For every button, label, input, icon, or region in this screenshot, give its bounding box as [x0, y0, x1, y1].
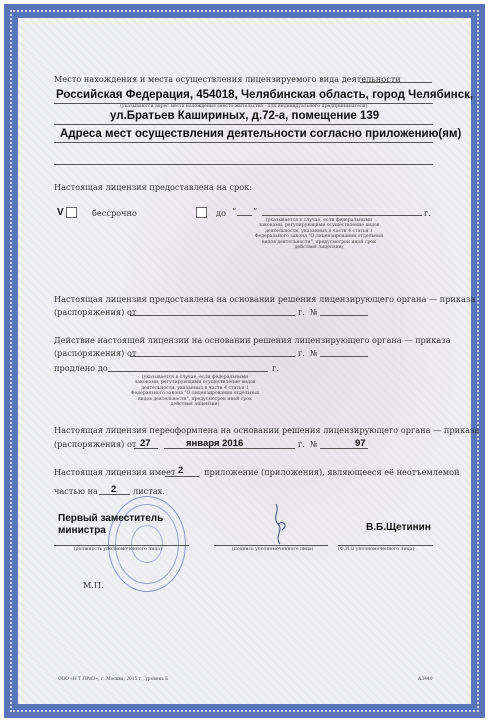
- extended-until-year-suffix: г.: [272, 363, 279, 373]
- appendix-sheets-line: [99, 494, 130, 495]
- term-check-mark: V: [57, 207, 64, 218]
- reissued-year-suffix: г.: [298, 439, 305, 449]
- extended-text: Действие настоящей лицензии на основании решения лицензирующего органа — приказа: [54, 335, 451, 345]
- address-line-1: Российская Федерация, 454018, Челябинская область, город Челябинск,: [56, 89, 474, 101]
- reissued-date-line: [164, 448, 295, 449]
- term-hint: (указывается в случае, если федеральными законами, регулирующими осуществление видов деятельности, указанных в части 4 статьи 1 Федерального закона "О лицензировании отдельных видов деятельности", предусмотрен иной срок действия лицензии): [254, 218, 384, 251]
- extended-prefix: (распоряжения) от: [54, 348, 137, 358]
- term-until-checkbox[interactable]: [196, 207, 207, 218]
- reissued-number-line: [320, 448, 368, 449]
- reissued-number: 97: [355, 438, 366, 449]
- reissued-text: Настоящая лицензия переоформлена на основании решения лицензирующего органа — приказа: [54, 425, 480, 435]
- stamp-place: М.П.: [83, 580, 104, 590]
- printer-info: ООО «Н Т ПРиЭ», г. Москва, 2015 г., уровень Б: [58, 677, 169, 682]
- reissued-day: 27: [140, 438, 151, 449]
- appendix-text-end: приложение (приложения), являющееся её неотъемлемой: [204, 467, 460, 477]
- reissued-month-year: января 2016: [186, 438, 244, 449]
- address-line-2-rule: [54, 124, 433, 125]
- address-blank-rule: [54, 164, 433, 165]
- position-line: [54, 545, 189, 546]
- basis-year-suffix: г.: [298, 307, 305, 317]
- signer-position-line-2: министра: [58, 525, 106, 536]
- location-label: Место нахождения и места осуществления лицензируемого вида деятельности: [54, 74, 401, 84]
- address-hint: (указываются адрес места нахождения (место жительства - для индивидуального предпринимателя): [120, 104, 368, 109]
- signer-position-line-1: Первый заместитель: [58, 513, 164, 524]
- signer-name: В.Б.Щетинин: [366, 522, 431, 533]
- extended-number-sign: №: [310, 348, 318, 358]
- extended-year-suffix: г.: [298, 348, 305, 358]
- appendix-part-prefix: частью на: [54, 486, 98, 496]
- term-quote-open: “: [232, 206, 237, 216]
- term-date-line: [262, 215, 422, 216]
- extended-number-line: [320, 356, 368, 357]
- address-line-3-rule: [54, 142, 433, 143]
- hint-position: (должность уполномоченного лица): [74, 547, 162, 552]
- sign-line: [214, 545, 328, 546]
- term-day-line: [237, 215, 252, 216]
- appendix-sheets: 2: [111, 484, 117, 495]
- term-indefinite-checkbox[interactable]: [66, 207, 77, 218]
- basis-text: Настоящая лицензия предоставлена на основании решения лицензирующего органа — приказа: [54, 294, 476, 304]
- name-line: [338, 545, 433, 546]
- reissued-number-sign: №: [310, 439, 318, 449]
- hint-sign: (подпись уполномоченного лица): [232, 547, 314, 552]
- appendix-text-start: Настоящая лицензия имеет: [54, 467, 176, 477]
- address-line-3: Адреса мест осуществления деятельности согласно приложению(ям): [60, 128, 462, 140]
- address-line-2: ул.Братьев Кашириных, д.72-а, помещение 139: [110, 110, 380, 122]
- hint-name: (Ф.И.О уполномоченного лица): [338, 547, 415, 552]
- extended-until-label: продлено до: [54, 363, 108, 373]
- extended-until-line: [108, 371, 268, 372]
- extended-hint: (указывается в случае, если федеральными законами, регулирующими осуществление видов деятельности, указанных в части 4 статьи 1 Федерального закона "О лицензировании отдельных видов деятельности", предусмотрен иной срок действия лицензии): [130, 375, 260, 408]
- appendix-count-line: [165, 476, 199, 477]
- reissued-prefix: (распоряжения) от: [54, 439, 137, 449]
- extended-date-line: [130, 356, 295, 357]
- location-label-line: [360, 82, 432, 83]
- basis-prefix: (распоряжения) от: [54, 307, 137, 317]
- handwritten-signature: [266, 500, 294, 548]
- appendix-count: 2: [178, 465, 184, 476]
- term-until-prefix: до: [216, 208, 226, 218]
- basis-number-sign: №: [310, 307, 318, 317]
- basis-number-line: [320, 315, 368, 316]
- appendix-sheets-suffix: листах.: [133, 486, 165, 496]
- form-code: А3440: [418, 677, 433, 682]
- reissued-day-line: [134, 448, 158, 449]
- term-quote-close: ”: [253, 206, 258, 216]
- basis-date-line: [130, 315, 295, 316]
- term-label: Настоящая лицензия предоставлена на срок:: [54, 182, 253, 192]
- term-year-suffix: г.: [424, 208, 431, 218]
- term-indefinite-label: бессрочно: [92, 208, 137, 218]
- official-seal: [108, 496, 186, 592]
